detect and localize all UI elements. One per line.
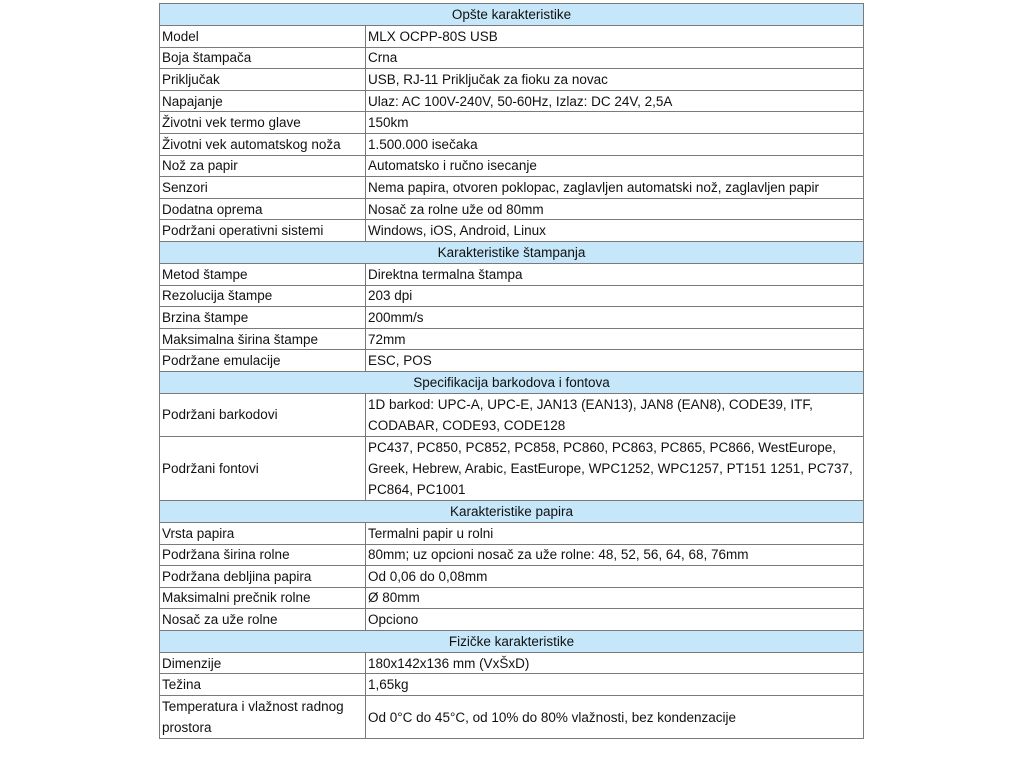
table-row	[160, 47, 864, 69]
row-value: Direktna termalna štampa	[366, 263, 864, 285]
section-title: Fizičke karakteristike	[160, 630, 864, 652]
table-row	[160, 220, 864, 242]
row-value: Termalni papir u rolni	[366, 522, 864, 544]
table-row	[160, 90, 864, 112]
row-label: Model	[160, 26, 366, 48]
row-label: Životni vek termo glave	[160, 112, 366, 134]
row-value: 1.500.000 isečaka	[366, 133, 864, 155]
row-value: Ø 80mm	[366, 587, 864, 609]
row-value: 150km	[366, 112, 864, 134]
row-label: Maksimalni prečnik rolne	[160, 587, 366, 609]
table-row	[160, 522, 864, 544]
table-row	[160, 69, 864, 91]
row-value: Ulaz: AC 100V-240V, 50-60Hz, Izlaz: DC 24V, 2,5A	[366, 90, 864, 112]
row-value: 80mm; uz opcioni nosač za uže rolne: 48, 52, 56, 64, 68, 76mm	[366, 544, 864, 566]
row-label: Brzina štampe	[160, 307, 366, 329]
section-title: Karakteristike štampanja	[160, 241, 864, 263]
row-value: MLX OCPP-80S USB	[366, 26, 864, 48]
table-row	[160, 393, 864, 436]
row-label: Maksimalna širina štampe	[160, 328, 366, 350]
section-title: Karakteristike papira	[160, 500, 864, 522]
row-label: Nož za papir	[160, 155, 366, 177]
row-value: 72mm	[366, 328, 864, 350]
row-label: Priključak	[160, 69, 366, 91]
row-label: Težina	[160, 674, 366, 696]
spec-table	[159, 3, 864, 739]
row-value: 180x142x136 mm (VxŠxD)	[366, 652, 864, 674]
table-row	[160, 177, 864, 199]
table-row	[160, 307, 864, 329]
row-label: Podržana debljina papira	[160, 566, 366, 588]
row-value: Od 0,06 do 0,08mm	[366, 566, 864, 588]
row-label: Metod štampe	[160, 263, 366, 285]
table-row	[160, 436, 864, 500]
section-header-physical	[160, 630, 864, 652]
row-label: Nosač za uže rolne	[160, 609, 366, 631]
row-label: Vrsta papira	[160, 522, 366, 544]
table-row	[160, 133, 864, 155]
row-value: 200mm/s	[366, 307, 864, 329]
row-label: Dodatna oprema	[160, 198, 366, 220]
table-row	[160, 285, 864, 307]
row-label: Temperatura i vlažnost radnog prostora	[160, 696, 366, 739]
row-value: Opciono	[366, 609, 864, 631]
row-value: 1,65kg	[366, 674, 864, 696]
section-title: Opšte karakteristike	[160, 4, 864, 26]
row-label: Podržana širina rolne	[160, 544, 366, 566]
table-row	[160, 198, 864, 220]
row-value: Automatsko i ručno isecanje	[366, 155, 864, 177]
table-row	[160, 26, 864, 48]
table-row	[160, 328, 864, 350]
row-value: Nosač za rolne uže od 80mm	[366, 198, 864, 220]
table-row	[160, 155, 864, 177]
row-label: Podržani operativni sistemi	[160, 220, 366, 242]
table-row	[160, 609, 864, 631]
table-row	[160, 696, 864, 739]
row-value: Nema papira, otvoren poklopac, zaglavljen automatski nož, zaglavljen papir	[366, 177, 864, 199]
row-label: Podržani fontovi	[160, 436, 366, 500]
row-value: ESC, POS	[366, 350, 864, 372]
row-label: Podržani barkodovi	[160, 393, 366, 436]
table-row	[160, 566, 864, 588]
row-label: Rezolucija štampe	[160, 285, 366, 307]
row-value: Crna	[366, 47, 864, 69]
row-label: Dimenzije	[160, 652, 366, 674]
table-row	[160, 263, 864, 285]
row-label: Napajanje	[160, 90, 366, 112]
row-value: Windows, iOS, Android, Linux	[366, 220, 864, 242]
row-value: 1D barkod: UPC-A, UPC-E, JAN13 (EAN13), JAN8 (EAN8), CODE39, ITF, CODABAR, CODE93, CODE128	[366, 393, 864, 436]
section-header-paper	[160, 500, 864, 522]
row-label: Životni vek automatskog noža	[160, 133, 366, 155]
row-label: Boja štampača	[160, 47, 366, 69]
row-label: Senzori	[160, 177, 366, 199]
row-value: USB, RJ-11 Priključak za fioku za novac	[366, 69, 864, 91]
row-value: PC437, PC850, PC852, PC858, PC860, PC863, PC865, PC866, WestEurope, Greek, Hebrew, Arabic, EastEurope, WPC1252, WPC1257, PT151 1251, PC737, PC864, PC1001	[366, 436, 864, 500]
table-row	[160, 544, 864, 566]
table-row	[160, 587, 864, 609]
section-header-general	[160, 4, 864, 26]
section-header-printing	[160, 241, 864, 263]
table-row	[160, 112, 864, 134]
section-header-barcodes-fonts	[160, 371, 864, 393]
table-row	[160, 674, 864, 696]
table-row	[160, 652, 864, 674]
row-value: 203 dpi	[366, 285, 864, 307]
row-value: Od 0°C do 45°C, od 10% do 80% vlažnosti, bez kondenzacije	[366, 696, 864, 739]
section-title: Specifikacija barkodova i fontova	[160, 371, 864, 393]
row-label: Podržane emulacije	[160, 350, 366, 372]
table-row	[160, 350, 864, 372]
